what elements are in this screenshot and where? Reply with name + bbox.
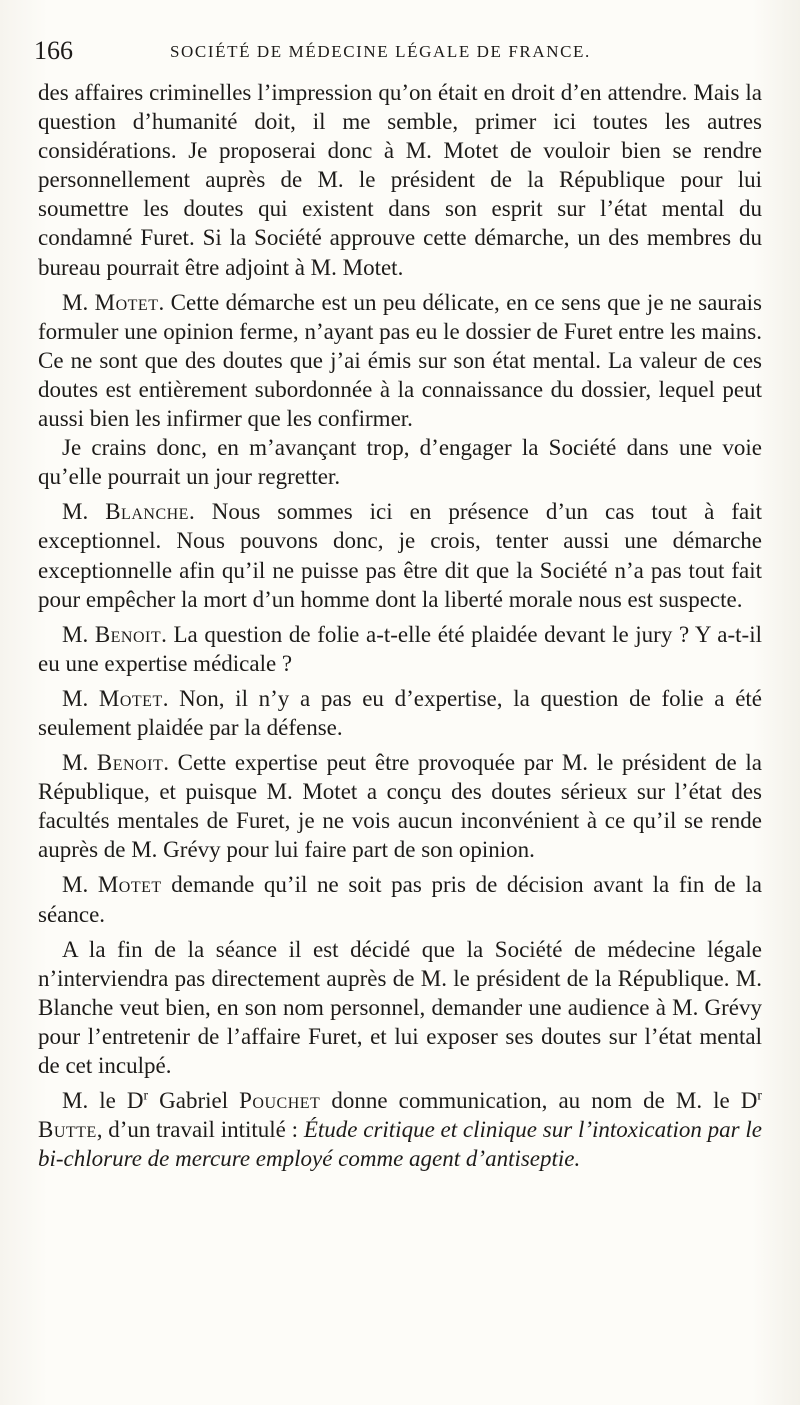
speaker-prefix: M.	[62, 872, 98, 898]
speech-text: demande qu’il ne soit pas pris de décision avant la fin de la séance.	[38, 872, 762, 927]
paragraph-motet-2: Je crains donc, en m’avançant trop, d’engager la Société dans une voie qu’elle pourrait un jour regretter.	[38, 435, 762, 490]
speech-text: . La question de folie a-t-elle été plaidée devant le jury ? Y a-t-il eu une expertise médicale ?	[38, 621, 762, 676]
paragraph-benoit-2	[38, 748, 762, 864]
speaker-name: Motet	[97, 872, 162, 898]
body-text	[38, 78, 762, 1173]
text-segment: M. le D	[62, 1088, 144, 1114]
speaker-name: Blanche	[105, 499, 189, 525]
superscript: r	[143, 1087, 149, 1103]
paragraph-decision: A la fin de la séance il est décidé que la Société de médecine légale n’interviendra pas directement auprès de M. le président de la République. M. Blanche veut bien, en son nom personnel, demander une audience à M. Grévy pour l’entretenir de l’affaire Furet, et lui exposer ses doutes sur l’état mental de cet inculpé.	[38, 936, 762, 1078]
speaker-prefix: M.	[62, 621, 95, 647]
paragraph-motet-3	[38, 684, 762, 742]
page-number: 166	[34, 36, 73, 65]
paragraph-blanche	[38, 497, 762, 613]
paragraph-motet-1	[38, 288, 762, 433]
paragraph-continuation: des affaires criminelles l’impression qu’on était en droit d’en attendre. Mais la question d’humanité doit, il me semble, primer ici toutes les autres considérations. Je proposerai donc à M. Motet de vouloir bien se rendre personnellement auprès de M. le président de la République pour lui soumettre les doutes qui existent dans son esprit sur l’état mental du condamné Furet. Si la Société approuve cette démarche, un des membres du bureau pourrait être adjoint à M. Motet.	[38, 80, 762, 280]
text-segment: Gabriel	[148, 1088, 240, 1114]
speaker-name: Motet	[94, 289, 159, 315]
speech-text: . Cette démarche est un peu délicate, en ce sens que je ne saurais formuler une opinion ferme, n’ayant pas eu le dossier de Furet entre les mains. Ce ne sont que des doutes que j’ai émis sur son état mental. La valeur de ces doutes est entièrement subordonnée à la connaissance du dossier, lequel peut aussi bien les infirmer que les confirmer.	[38, 289, 762, 432]
speaker-name: Motet	[98, 685, 163, 711]
work-title: Étude critique et clinique sur l’intoxication par le bi-chlorure de mercure employé comme agent d’antiseptie.	[38, 1117, 762, 1172]
paragraph-pouchet	[38, 1086, 762, 1173]
speech-text: . Non, il n’y a pas eu d’expertise, la question de folie a été seulement plaidée par la défense.	[38, 685, 763, 740]
paragraph-benoit-1	[38, 620, 762, 678]
page-header	[30, 32, 770, 68]
paragraph-motet-4	[38, 870, 762, 928]
person-name: Pouchet	[239, 1088, 321, 1114]
speech-text: . Cette expertise peut être provoquée par M. le président de la République, et puisque M. Motet a conçu des doutes sérieux sur l’état des facultés mentales de Furet, je ne vois aucun inconvénient à ce qu’il se rende auprès de M. Grévy pour lui faire part de son opinion.	[38, 750, 762, 863]
speaker-name: Benoit	[94, 621, 162, 647]
speaker-prefix: M.	[62, 499, 106, 525]
person-name: Butte	[38, 1117, 97, 1143]
running-head: SOCIÉTÉ DE MÉDECINE LÉGALE DE FRANCE.	[170, 42, 591, 61]
speech-text: . Nous sommes ici en présence d’un cas tout à fait exceptionnel. Nous pouvons donc, je crois, tenter aussi une démarche exceptionnelle afin qu’il ne puisse pas être dit que la Société n’a pas tout fait pour empêcher la mort d’un homme dont la liberté morale nous est suspecte.	[38, 499, 763, 612]
speaker-prefix: M.	[62, 685, 99, 711]
text-segment: donne communication, au nom de M. le D	[320, 1088, 758, 1114]
text-segment: , d’un travail intitulé :	[96, 1117, 304, 1143]
superscript: r	[757, 1087, 762, 1103]
speaker-prefix: M.	[62, 750, 97, 776]
speaker-name: Benoit	[96, 750, 164, 776]
speaker-prefix: M.	[62, 289, 95, 315]
